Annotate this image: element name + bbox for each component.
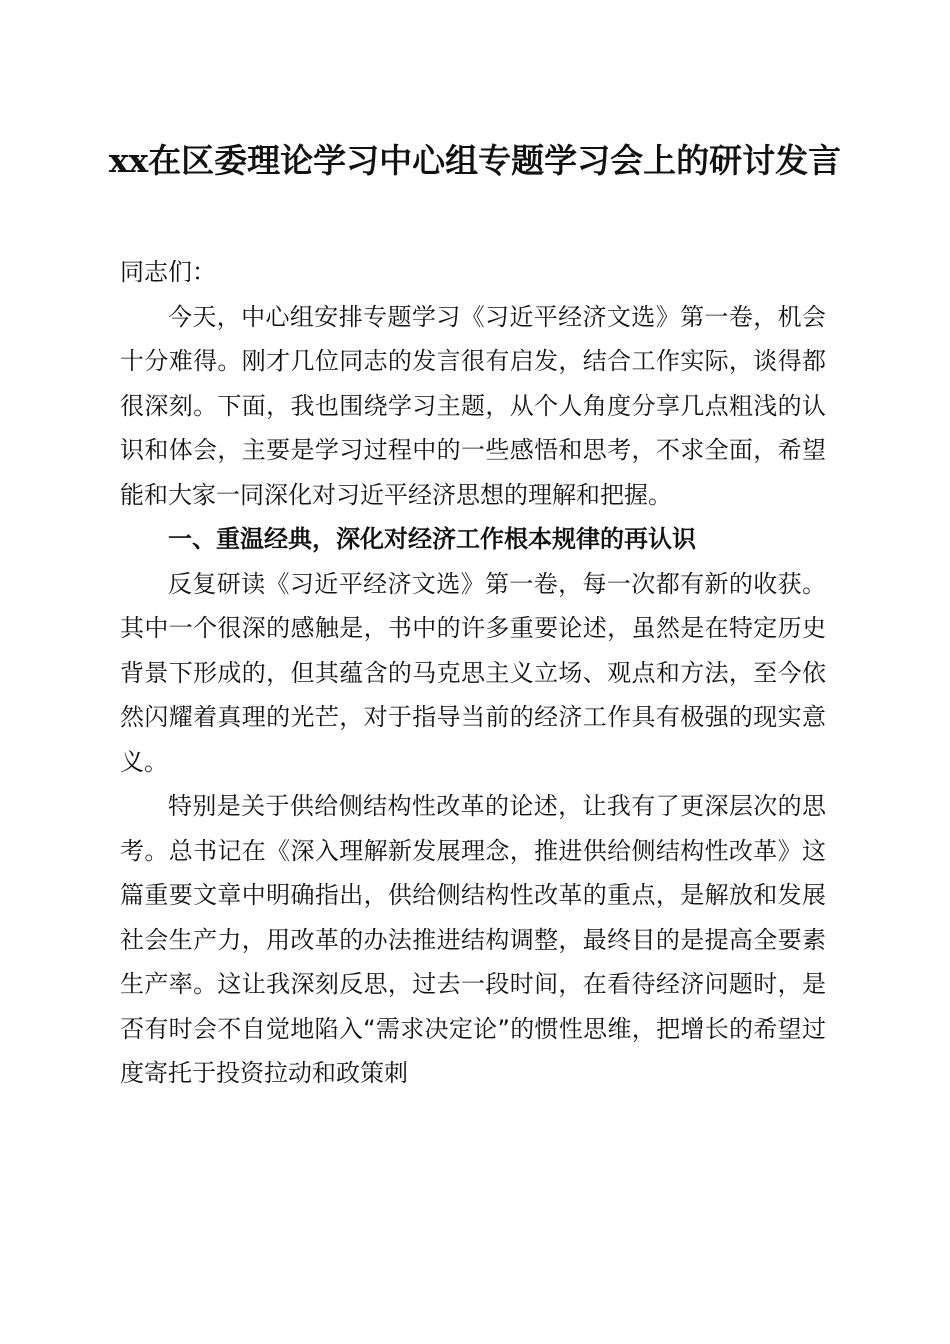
section-heading: 一、重温经典，深化对经济工作根本规律的再认识 [168, 525, 696, 553]
section-paragraph-2: 特别是关于供给侧结构性改革的论述，让我有了更深层次的思考。总书记在《深入理解新发展理念，推进供给侧结构性改革》这篇重要文章中明确指出，供给侧结构性改革的重点，是解放和发展社会生产力，用改革的办法推进结构调整，最终目的是提高全要素生产率。这让我深刻反思，过去一段时间，在看待经济问题时，是否有时会不自觉地陷入“需求决定论”的惯性思维，把增长的希望过度寄托于投资拉动和政策刺 [120, 792, 826, 1087]
document-body [120, 250, 826, 1096]
intro-paragraph: 今天，中心组安排专题学习《习近平经济文选》第一卷，机会十分难得。刚才几位同志的发言很有启发，结合工作实际，谈得都很深刻。下面，我也围绕学习主题，从个人角度分享几点粗浅的认识和体会，主要是学习过程中的一些感悟和思考，不求全面，希望能和大家一同深化对习近平经济思想的理解和把握。 [120, 302, 826, 509]
section-paragraph-1: 反复研读《习近平经济文选》第一卷，每一次都有新的收获。其中一个很深的感触是，书中的许多重要论述，虽然是在特定历史背景下形成的，但其蕴含的马克思主义立场、观点和方法，至今依然闪耀着真理的光芒，对于指导当前的经济工作具有极强的现实意义。 [120, 569, 826, 776]
salutation: 同志们： [120, 258, 216, 286]
document-title: xx在区委理论学习中心组专题学习会上的研讨发言 [108, 141, 842, 180]
